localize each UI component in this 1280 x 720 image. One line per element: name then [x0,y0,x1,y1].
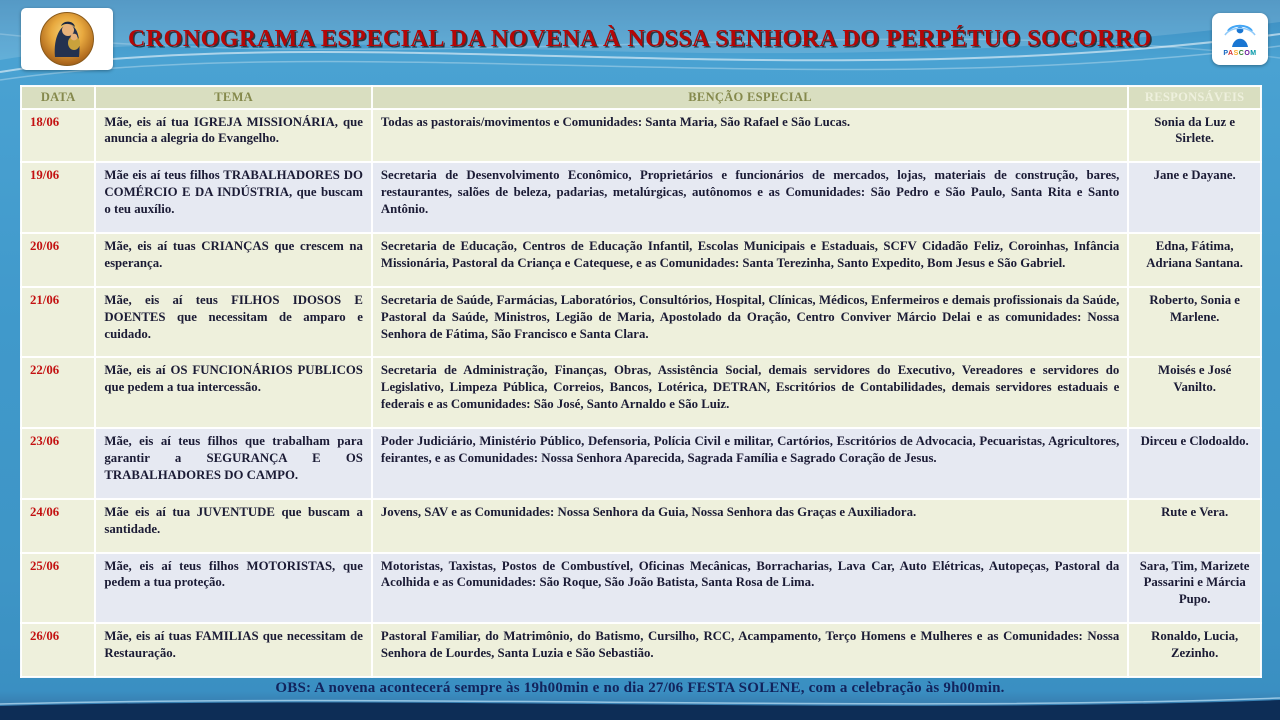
table-row [21,109,1261,163]
cell-date: 21/06 [21,287,95,358]
table-row [21,162,1261,233]
header-row [21,86,1261,109]
cell-date: 19/06 [21,162,95,233]
table-row [21,553,1261,624]
cell-date: 22/06 [21,357,95,428]
header-data: DATA [21,86,95,109]
slide-title: CRONOGRAMA ESPECIAL DA NOVENA À NOSSA SENHORA DO PERPÉTUO SOCORRO [128,26,1152,52]
header-tema: TEMA [95,86,372,109]
cell-bencao: Pastoral Familiar, do Matrimônio, do Batismo, Cursilho, RCC, Acampamento, Terço Homens e Mulheres e as Comunidades: Nossa Senhora de Lourdes, Santa Luzia e São Sebastião. [372,623,1128,677]
cell-date: 20/06 [21,233,95,287]
cell-tema: Mãe, eis aí teus filhos que trabalham para garantir a SEGURANÇA E OS TRABALHADORES DO CAMPO. [95,428,372,499]
table-row [21,357,1261,428]
cell-responsaveis: Jane e Dayane. [1128,162,1261,233]
table-row [21,287,1261,358]
cell-bencao: Poder Judiciário, Ministério Público, Defensoria, Polícia Civil e militar, Cartórios, Escritórios de Advocacia, Pecuaristas, Agricultores, feirantes, e as Comunidades: Nossa Senhora Aparecida, Sagrada Família e Sagrado Coração de Jesus. [372,428,1128,499]
header-responsaveis: RESPONSÁVEIS [1128,86,1261,109]
pascom-wordmark: PASCOM [1223,50,1257,57]
cell-responsaveis: Dirceu e Clodoaldo. [1128,428,1261,499]
cell-responsaveis: Ronaldo, Lucia, Zezinho. [1128,623,1261,677]
cell-responsaveis: Sara, Tim, Marizete Passarini e Márcia Pupo. [1128,553,1261,624]
cell-responsaveis: Moisés e José Vanilto. [1128,357,1261,428]
table-row [21,499,1261,553]
cell-date: 25/06 [21,553,95,624]
cell-tema: Mãe, eis aí teus filhos MOTORISTAS, que pedem a tua proteção. [95,553,372,624]
cell-date: 26/06 [21,623,95,677]
cell-tema: Mãe eis aí teus filhos TRABALHADORES DO COMÉRCIO E DA INDÚSTRIA, que buscam o teu auxílio. [95,162,372,233]
cell-tema: Mãe, eis aí teus FILHOS IDOSOS E DOENTES que necessitam de amparo e cuidado. [95,287,372,358]
cell-tema: Mãe, eis aí tuas FAMILIAS que necessitam de Restauração. [95,623,372,677]
cell-tema: Mãe, eis aí OS FUNCIONÁRIOS PUBLICOS que pedem a tua intercessão. [95,357,372,428]
cell-tema: Mãe, eis aí tua IGREJA MISSIONÁRIA, que anuncia a alegria do Evangelho. [95,109,372,163]
schedule-table-body [21,109,1261,677]
cell-date: 18/06 [21,109,95,163]
header-bencao-especial: BENÇÃO ESPECIAL [372,86,1128,109]
cell-responsaveis: Sonia da Luz e Sirlete. [1128,109,1261,163]
cell-bencao: Secretaria de Saúde, Farmácias, Laboratórios, Consultórios, Hospital, Clínicas, Médicos, Enfermeiros e demais profissionais da Saúde, Pastoral da Saúde, Ministros, Legião de Maria, Apostolado da Oração, Centro Conviver Márcio Delai e as comunidades: Nossa Senhora de Fátima, São Francisco e Santa Clara. [372,287,1128,358]
table-row [21,623,1261,677]
table-row [21,428,1261,499]
cell-responsaveis: Rute e Vera. [1128,499,1261,553]
cell-bencao: Secretaria de Administração, Finanças, Obras, Assistência Social, demais servidores do Executivo, Vereadores e servidores do Legislativo, Limpeza Pública, Correios, Bancos, Lotérica, DETRAN, Escritórios de Contabilidades, demais servidores estaduais e federais e as Comunidades: São José, Santo Arnaldo e São Luiz. [372,357,1128,428]
schedule-table-wrap [20,85,1262,678]
cell-bencao: Secretaria de Desenvolvimento Econômico, Proprietários e funcionários de mercados, lojas, materiais de construção, bares, restaurantes, salões de beleza, padarias, metalúrgicas, autônomos e as Comunidades: São Pedro e São Paulo, Santa Rita e Santo Antônio. [372,162,1128,233]
pascom-figure-icon [1220,21,1260,49]
cell-tema: Mãe eis aí tua JUVENTUDE que buscam a santidade. [95,499,372,553]
schedule-table [20,85,1262,678]
table-row [21,233,1261,287]
pascom-logo [1212,13,1268,65]
cell-date: 23/06 [21,428,95,499]
cell-responsaveis: Roberto, Sonia e Marlene. [1128,287,1261,358]
cell-date: 24/06 [21,499,95,553]
cell-bencao: Secretaria de Educação, Centros de Educação Infantil, Escolas Municipais e Estaduais, SCFV Cidadão Feliz, Coroinhas, Infância Missionária, Pastoral da Criança e Catequese, e as Comunidades: Santa Terezinha, Santo Expedito, Bom Jesus e São Gabriel. [372,233,1128,287]
cell-tema: Mãe, eis aí tuas CRIANÇAS que crescem na esperança. [95,233,372,287]
cell-bencao: Motoristas, Taxistas, Postos de Combustível, Oficinas Mecânicas, Borracharias, Lava Car, Auto Elétricas, Autopeças, Pastoral da Acolhida e as Comunidades: São Roque, São João Batista, Santa Rosa de Lima. [372,553,1128,624]
cell-bencao: Todas as pastorais/movimentos e Comunidades: Santa Maria, São Rafael e São Lucas. [372,109,1128,163]
obs-note: OBS: A novena acontecerá sempre às 19h00min e no dia 27/06 FESTA SOLENE, com a celebração às 9h00min. [275,680,1005,696]
cell-responsaveis: Edna, Fátima, Adriana Santana. [1128,233,1261,287]
cell-bencao: Jovens, SAV e as Comunidades: Nossa Senhora da Guia, Nossa Senhora das Graças e Auxiliadora. [372,499,1128,553]
